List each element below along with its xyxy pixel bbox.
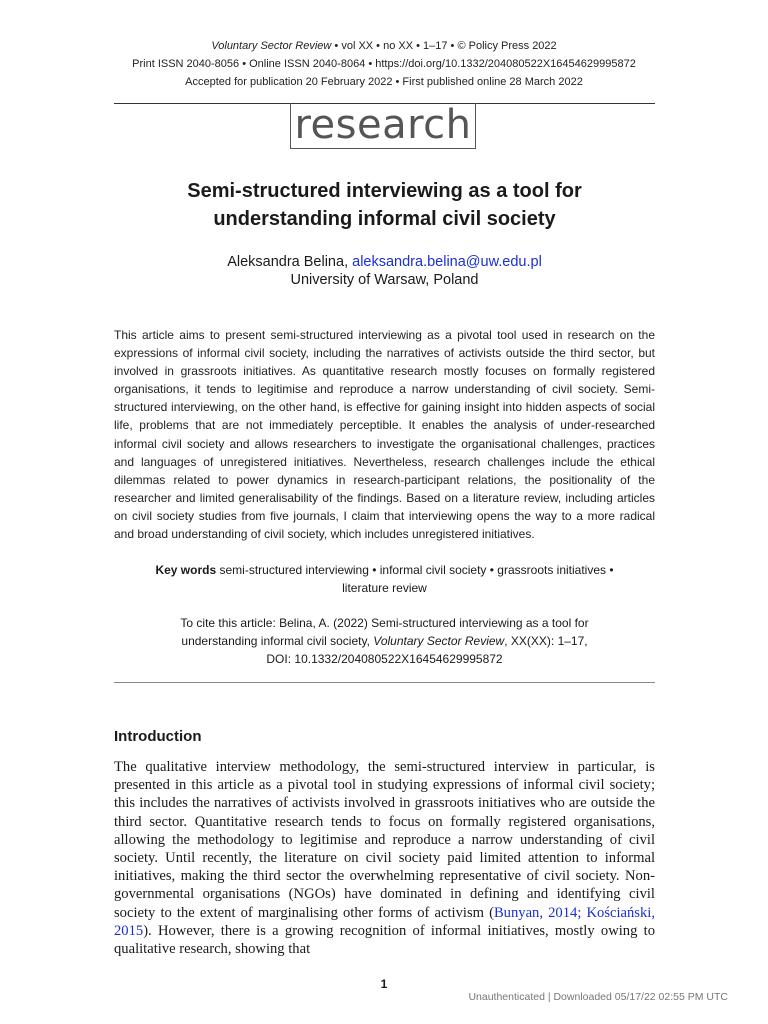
introduction-heading: Introduction xyxy=(114,728,202,745)
citation-text: understanding informal civil society, xyxy=(181,634,374,648)
journal-volume-info: • vol XX • no XX • 1–17 • © Policy Press 2022 xyxy=(331,40,557,52)
header-line-issn: Print ISSN 2040-8056 • Online ISSN 2040-8064 • https://doi.org/10.1332/204080522X16454629995872 xyxy=(132,58,636,70)
citation-journal: Voluntary Sector Review xyxy=(373,634,505,648)
citation-block xyxy=(114,614,655,668)
journal-title: Voluntary Sector Review xyxy=(211,40,332,52)
keywords-line-1 xyxy=(114,561,655,579)
reference-link-bunyan[interactable]: Bunyan, 2014 xyxy=(493,904,578,921)
keywords xyxy=(114,561,655,597)
header-line-dates: Accepted for publication 20 February 2022 • First published online 28 March 2022 xyxy=(185,76,583,88)
citation-volume: , XX(XX): 1–17, xyxy=(504,634,588,648)
abstract: This article aims to present semi-structured interviewing as a pivotal tool used in research on the expressions of informal civil society, including the narratives of activists outside the third sector, but involved in grassroots initiatives. As quantitative research mostly focuses on formally registered organisations, it tends to legitimise and reproduce a narrow understanding of civil society. Semi-structured interviewing, on the other hand, is effective for gaining insight into hidden aspects of social life, problems that are not immediately perceptible. It enables the analysis of under-researched informal civil society and allows researchers to investigate the organisational challenges, practices and languages of unregistered initiatives. Nevertheless, research challenges include the ethical dilemmas related to power dynamics in research-participant relations, the positionality of the researcher and limited generalisability of the findings. Based on a literature review, including articles on civil society studies from five journals, I claim that interviewing opens the way to a more radical and broad understanding of civil society, which includes unregistered initiatives. xyxy=(114,328,655,542)
citation-line-2 xyxy=(114,632,655,650)
header-line-1 xyxy=(0,37,768,55)
citation-doi: DOI: 10.1332/204080522X16454629995872 xyxy=(266,652,503,666)
intro-text-start: The qualitative interview methodology, the semi-structured interview in particular, is presented in this article as a pivotal tool in studying expressions of informal civil society; this includes the narratives of activists involved in grassroots initiatives who are outside the third sector. Quantitative research tends to focus on formally registered organisations, allowing the methodology to legitimise and reproduce a narrow understanding of civil society. Until recently, the literature on civil society paid limited attention to informal initiatives, making the third sector the overwhelming representative of civil society. Non-governmental organisations (NGOs) have dominated in defining and identifying civil society to the extent of marginalising other forms of activism ( xyxy=(114,759,655,921)
abstract-divider xyxy=(114,682,655,683)
journal-header xyxy=(0,37,768,91)
title-line-1: Semi-structured interviewing as a tool for xyxy=(187,180,582,202)
reference-separator: ; xyxy=(577,904,587,921)
title-line-2: understanding informal civil society xyxy=(213,208,556,230)
citation-line-1: To cite this article: Belina, A. (2022) Semi-structured interviewing as a tool for xyxy=(180,616,589,630)
reference-link-koscianski[interactable]: Kościański, 2015 xyxy=(114,904,655,939)
keywords-list: semi-structured interviewing • informal civil society • grassroots initiatives • xyxy=(219,563,614,577)
author-line xyxy=(114,253,655,271)
introduction-paragraph xyxy=(114,758,655,958)
download-watermark: Unauthenticated | Downloaded 05/17/22 02:55 PM UTC xyxy=(468,991,728,1003)
intro-text-end: ). However, there is a growing recognition of informal initiatives, mostly owing to qualitative research, showing that xyxy=(114,922,655,958)
author-affiliation: University of Warsaw, Poland xyxy=(290,272,479,288)
section-label: research xyxy=(290,103,476,149)
article-title xyxy=(114,177,655,233)
keywords-label: Key words xyxy=(155,563,217,577)
author-name: Aleksandra Belina, xyxy=(227,254,349,270)
page-number: 1 xyxy=(380,977,388,991)
keywords-line-2: literature review xyxy=(342,581,427,595)
author-email-link[interactable]: aleksandra.belina@uw.edu.pl xyxy=(352,254,542,270)
